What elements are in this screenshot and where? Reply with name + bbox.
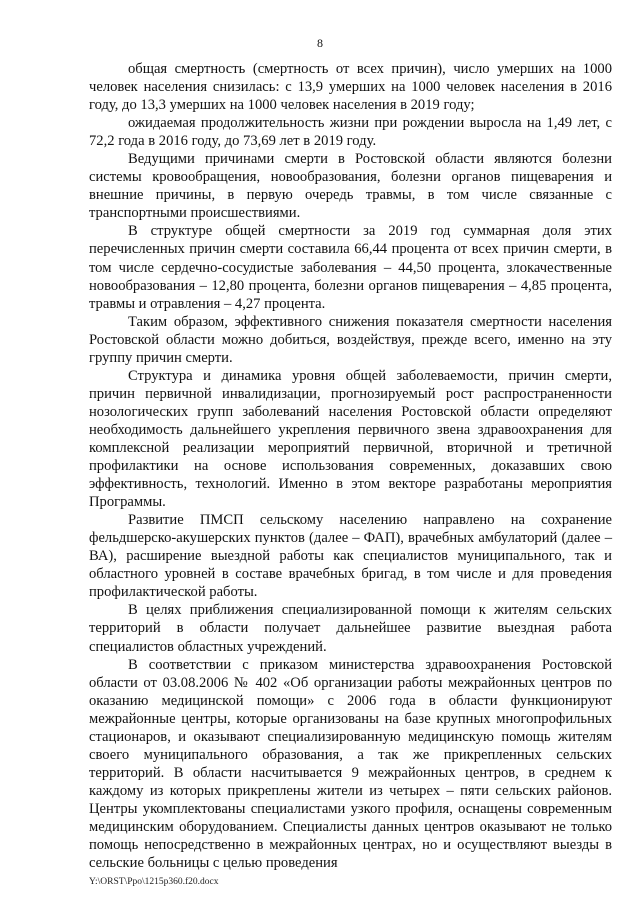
- paragraph: ожидаемая продолжительность жизни при рождении выросла на 1,49 лет, с 72,2 года в 2016 году, до 73,69 лет в 2019 году.: [89, 115, 612, 150]
- paragraph: В целях приближения специализированной помощи к жителям сельских территорий в области получает дальнейшее развитие выездная работа специалистов областных учреждений.: [89, 602, 612, 655]
- paragraph: В структуре общей смертности за 2019 год суммарная доля этих перечисленных причин смерти составила 66,44 процента от всех причин смерти, в том числе сердечно-сосудистые заболевания – 44,50 процента, злокачественные новообразования – 12,80 процента, болезни органов пищеварения – 4,85 процента, травмы и отравления – 4,27 процента.: [89, 223, 612, 312]
- paragraph: Ведущими причинами смерти в Ростовской области являются болезни системы кровообращения, новообразования, болезни органов пищеварения и внешние причины, в первую очередь травмы, в том числе связанные с транспортными происшествиями.: [89, 151, 612, 222]
- paragraph: Структура и динамика уровня общей заболеваемости, причин смерти, причин первичной инвалидизации, прогнозируемый рост распространенности нозологических групп заболеваний населения Ростовской области определяют необходимость дальнейшего укрепления первичного звена здравоохранения для комплексной реализации мероприятий первичной, вторичной и третичной профилактики на основе использования современных, доказавших свою эффективность, технологий. Именно в этом векторе разработаны мероприятия Программы.: [89, 367, 612, 511]
- paragraph: Развитие ПМСП сельскому населению направлено на сохранение фельдшерско-акушерских пунктов (далее – ФАП), врачебных амбулаторий (далее – ВА), расширение выездной работы как специалистов муниципального, так и областного уровней в составе врачебных бригад, в том числе и для проведения профилактической работы.: [89, 512, 612, 601]
- file-path-footer: Y:\ORST\Ppo\1215p360.f20.docx: [89, 877, 219, 887]
- paragraph: В соответствии с приказом министерства здравоохранения Ростовской области от 03.08.2006 № 402 «Об организации работы межрайонных центров по оказанию медицинской помощи» с 2006 года в области функционируют межрайонные центры, которые организованы на базе крупных многопрофильных стационаров, и оказывают специализированную медицинскую помощь жителям своего муниципального образования, а так же прикрепленных сельских территорий. В области насчитывается 9 межрайонных центров, в среднем к каждому из которых прикреплены жители из четырех – пяти сельских районов. Центры укомплектованы специалистами узкого профиля, оснащены современным медицинским оборудованием. Специалисты данных центров оказывают не только помощь непосредственно в межрайонных центрах, но и осуществляют выезды в сельские больницы с целью проведения: [89, 656, 612, 872]
- document-body: [89, 60, 612, 872]
- paragraph: общая смертность (смертность от всех причин), число умерших на 1000 человек населения снизилась: с 13,9 умерших на 1000 человек населения в 2016 году, до 13,3 умерших на 1000 человек населения в 2019 году;: [89, 61, 612, 114]
- paragraph: Таким образом, эффективного снижения показателя смертности населения Ростовской области можно добиться, воздействуя, прежде всего, именно на эту группу причин смерти.: [89, 313, 612, 366]
- page-number: 8: [317, 36, 323, 50]
